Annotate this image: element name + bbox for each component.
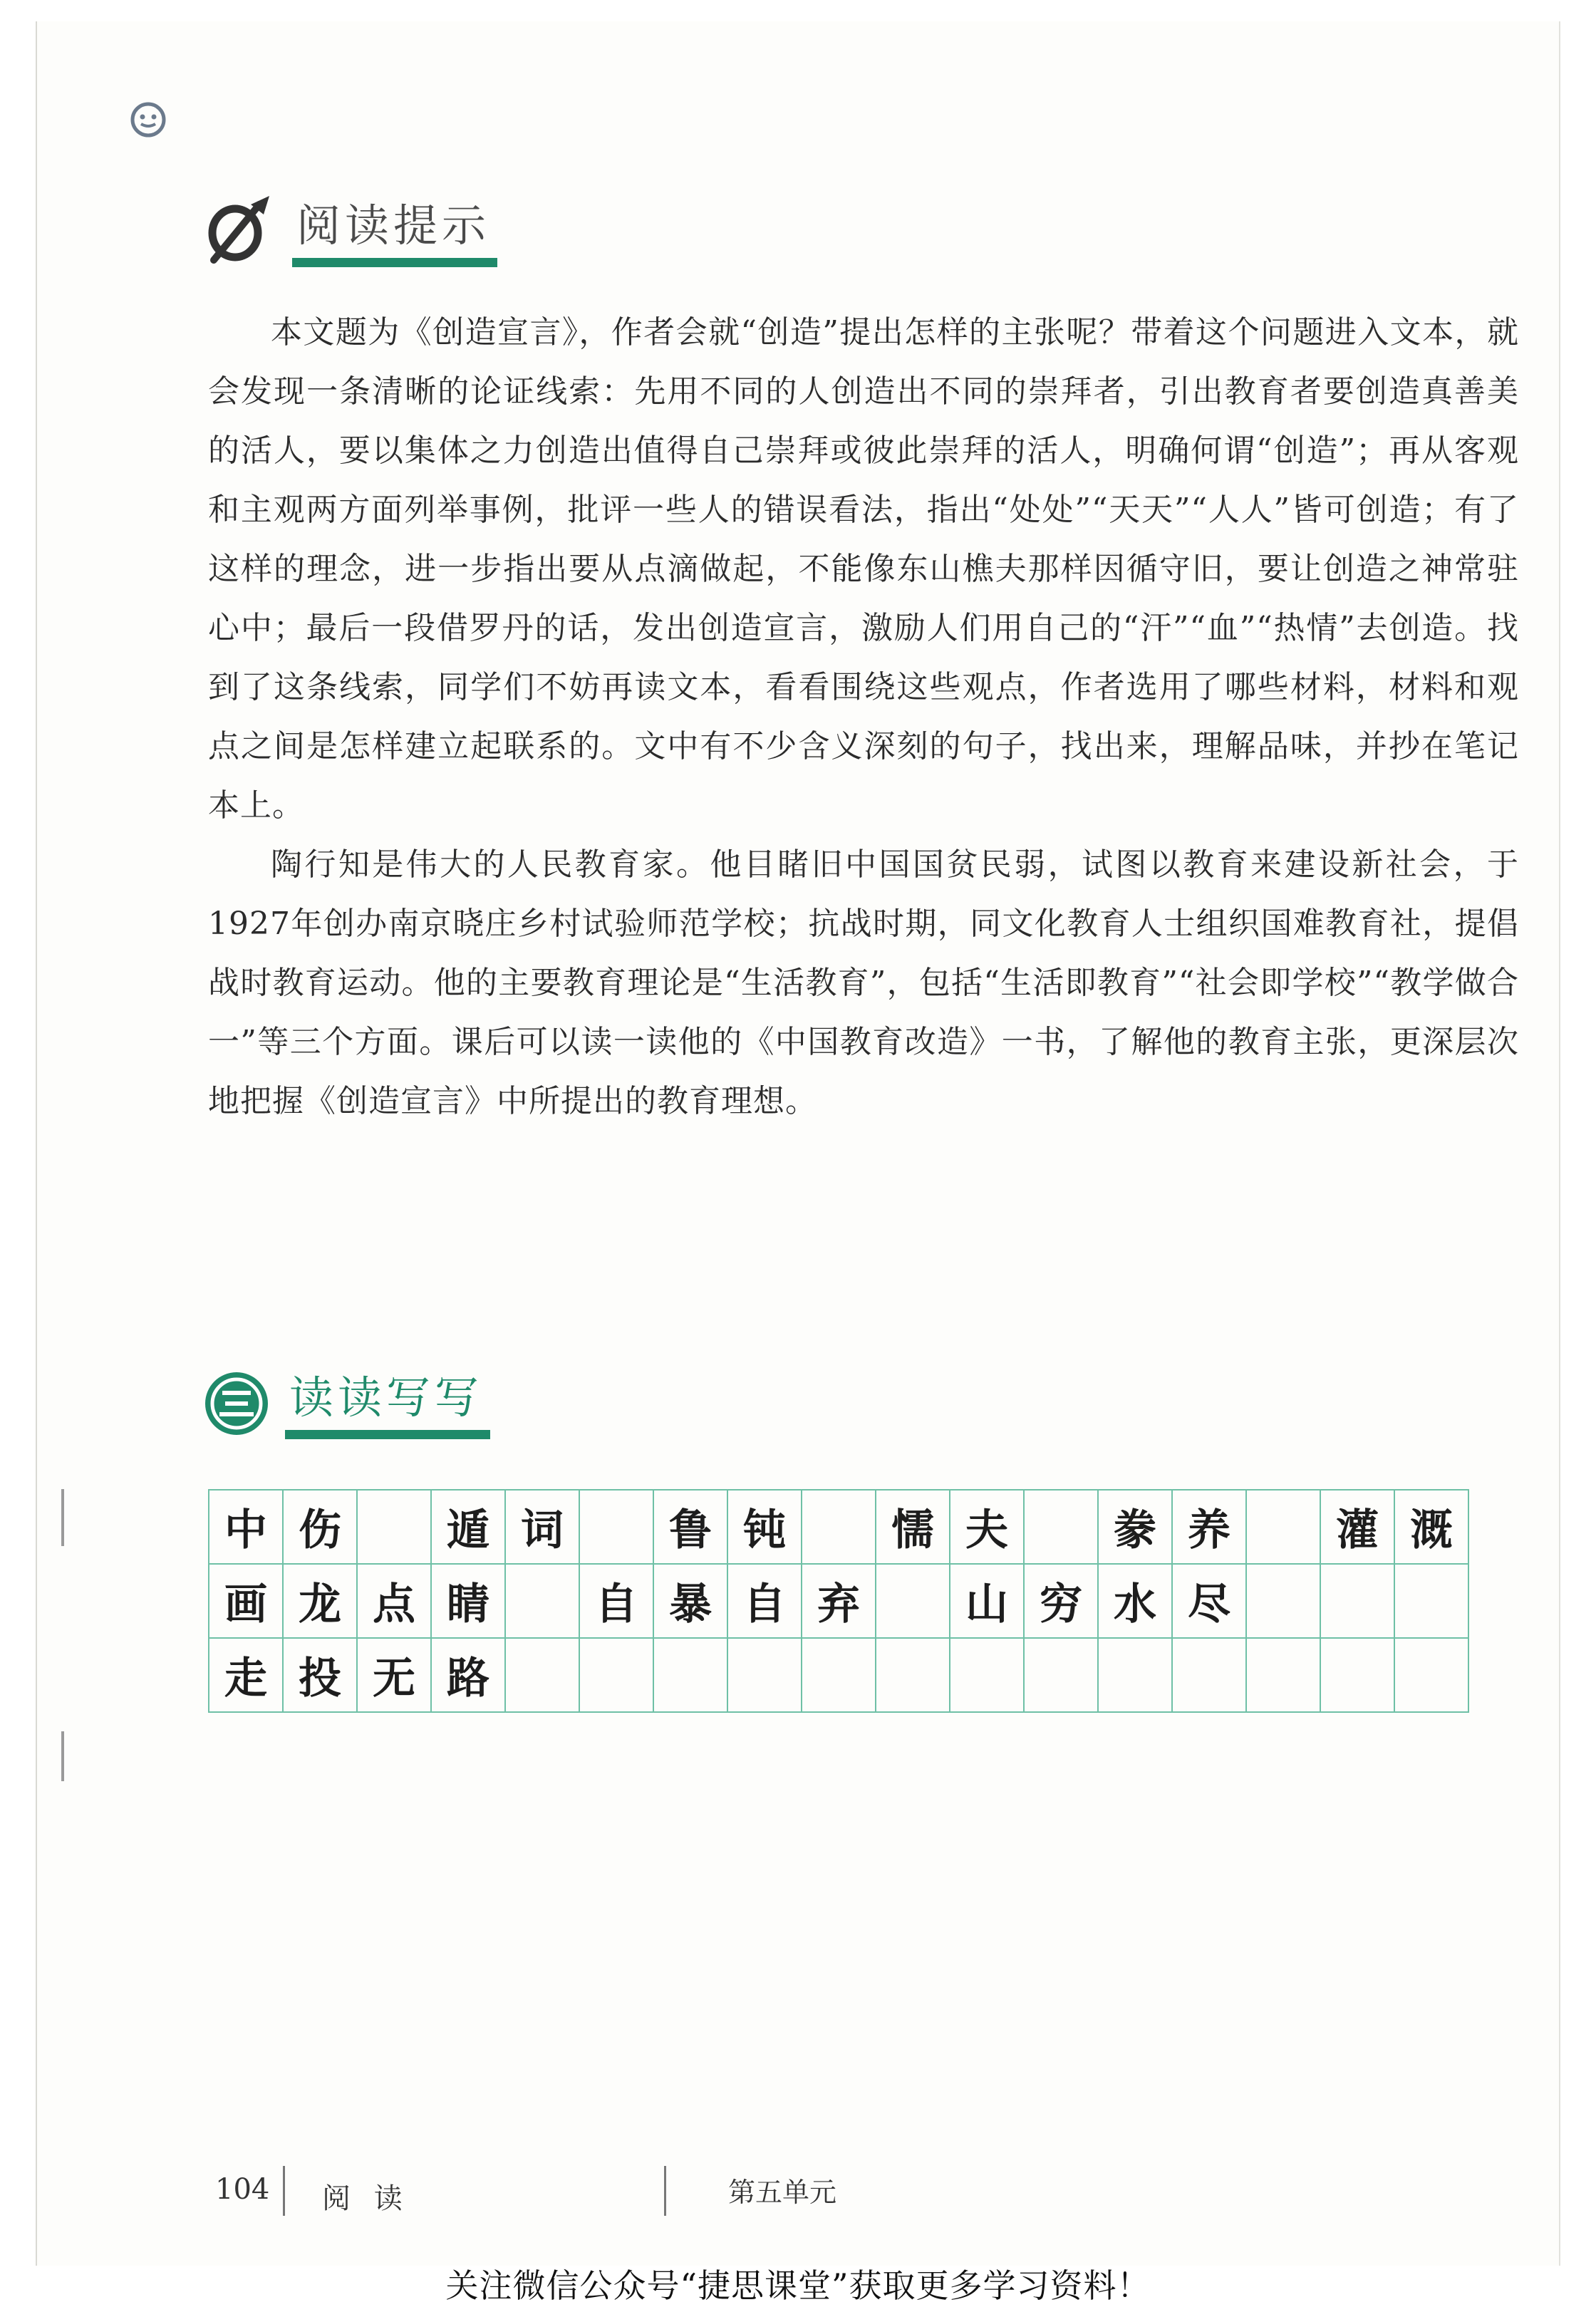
grid-cell — [579, 1638, 653, 1712]
grid-cell: 懦 — [876, 1490, 950, 1564]
grid-cell: 钝 — [727, 1490, 802, 1564]
grid-cell — [1320, 1564, 1394, 1638]
grid-cell — [1024, 1490, 1098, 1564]
footer-divider — [664, 2166, 666, 2216]
grid-cell — [1246, 1638, 1320, 1712]
grid-cell: 路 — [431, 1638, 505, 1712]
grid-cell: 尽 — [1172, 1564, 1246, 1638]
grid-cell — [1024, 1638, 1098, 1712]
smiley-icon — [128, 100, 168, 140]
reading-tips-title: 阅读提示 — [292, 204, 497, 267]
read-write-title: 读读写写 — [285, 1376, 490, 1439]
grid-cell — [505, 1564, 579, 1638]
grid-cell: 溉 — [1394, 1490, 1468, 1564]
grid-cell: 伤 — [283, 1490, 357, 1564]
reading-tips-header — [201, 189, 497, 267]
grid-cell — [876, 1564, 950, 1638]
grid-cell — [653, 1638, 727, 1712]
grid-cell — [505, 1638, 579, 1712]
grid-cell: 画 — [209, 1564, 283, 1638]
grid-cell — [876, 1638, 950, 1712]
section-three-icon — [201, 1368, 272, 1439]
grid-cell: 睛 — [431, 1564, 505, 1638]
grid-cell: 弃 — [802, 1564, 876, 1638]
grid-cell: 中 — [209, 1490, 283, 1564]
grid-row — [209, 1564, 1468, 1638]
footer-section: 阅 读 — [322, 2182, 410, 2215]
grid-cell — [950, 1638, 1024, 1712]
grid-cell: 点 — [357, 1564, 431, 1638]
reading-tips-icon — [201, 189, 279, 267]
grid-cell: 夫 — [950, 1490, 1024, 1564]
grid-cell: 投 — [283, 1638, 357, 1712]
grid-cell — [802, 1490, 876, 1564]
footer-unit: 第五单元 — [728, 2177, 837, 2208]
page-number: 104 — [215, 2173, 270, 2206]
grid-cell — [1246, 1490, 1320, 1564]
grid-cell: 鲁 — [653, 1490, 727, 1564]
grid-cell: 无 — [357, 1638, 431, 1712]
grid-cell — [1394, 1564, 1468, 1638]
grid-cell: 穷 — [1024, 1564, 1098, 1638]
grid-cell — [1246, 1564, 1320, 1638]
footer-divider — [283, 2166, 285, 2216]
watermark-text: 关注微信公众号“捷思课堂”获取更多学习资料！ — [445, 2266, 1151, 2305]
grid-cell: 自 — [579, 1564, 653, 1638]
grid-cell — [1394, 1638, 1468, 1712]
grid-cell: 走 — [209, 1638, 283, 1712]
vocabulary-grid — [208, 1489, 1469, 1713]
grid-row — [209, 1490, 1468, 1564]
grid-cell: 遁 — [431, 1490, 505, 1564]
tips-paragraph-2: 陶行知是伟大的人民教育家。他目睹旧中国国贫民弱，试图以教育来建设新社会，于1927年创办南京晓庄乡村试验师范学校；抗战时期，同文化教育人士组织国难教育社，提倡战时教育运动。他的主要教育理论是“生活教育”，包括“生活即教育”“社会即学校”“教学做合一”等三个方面。课后可以读一读他的《中国教育改造》一书，了解他的教育主张，更深层次地把握《创造宣言》中所提出的教育理想。 — [208, 846, 1519, 1119]
scan-mark — [61, 1489, 64, 1546]
grid-cell: 水 — [1098, 1564, 1172, 1638]
grid-cell — [357, 1490, 431, 1564]
grid-cell — [579, 1490, 653, 1564]
grid-cell: 龙 — [283, 1564, 357, 1638]
read-write-header — [201, 1368, 490, 1439]
grid-cell: 暴 — [653, 1564, 727, 1638]
tips-paragraph-1: 本文题为《创造宣言》，作者会就“创造”提出怎样的主张呢？带着这个问题进入文本，就会发现一条清晰的论证线索：先用不同的人创造出不同的崇拜者，引出教育者要创造真善美的活人，要以集体之力创造出值得自己崇拜或彼此崇拜的活人，明确何谓“创造”；再从客观和主观两方面列举事例，批评一些人的错误看法，指出“处处”“天天”“人人”皆可创造；有了这样的理念，进一步指出要从点滴做起，不能像东山樵夫那样因循守旧，要让创造之神常驻心中；最后一段借罗丹的话，发出创造宣言，激励人们用自己的“汗”“血”“热情”去创造。找到了这条线索，同学们不妨再读文本，看看围绕这些观点，作者选用了哪些材料，材料和观点之间是怎样建立起联系的。文中有不少含义深刻的句子，找出来，理解品味，并抄在笔记本上。 — [208, 314, 1519, 824]
grid-cell — [1098, 1638, 1172, 1712]
grid-row — [209, 1638, 1468, 1712]
grid-cell: 词 — [505, 1490, 579, 1564]
scan-mark — [61, 1731, 64, 1781]
grid-cell: 豢 — [1098, 1490, 1172, 1564]
grid-cell: 自 — [727, 1564, 802, 1638]
grid-cell: 养 — [1172, 1490, 1246, 1564]
grid-cell — [802, 1638, 876, 1712]
textbook-page — [36, 21, 1560, 2266]
grid-cell — [727, 1638, 802, 1712]
grid-cell: 灌 — [1320, 1490, 1394, 1564]
grid-cell: 山 — [950, 1564, 1024, 1638]
grid-cell — [1172, 1638, 1246, 1712]
reading-tips-body — [208, 303, 1519, 1131]
grid-cell — [1320, 1638, 1394, 1712]
